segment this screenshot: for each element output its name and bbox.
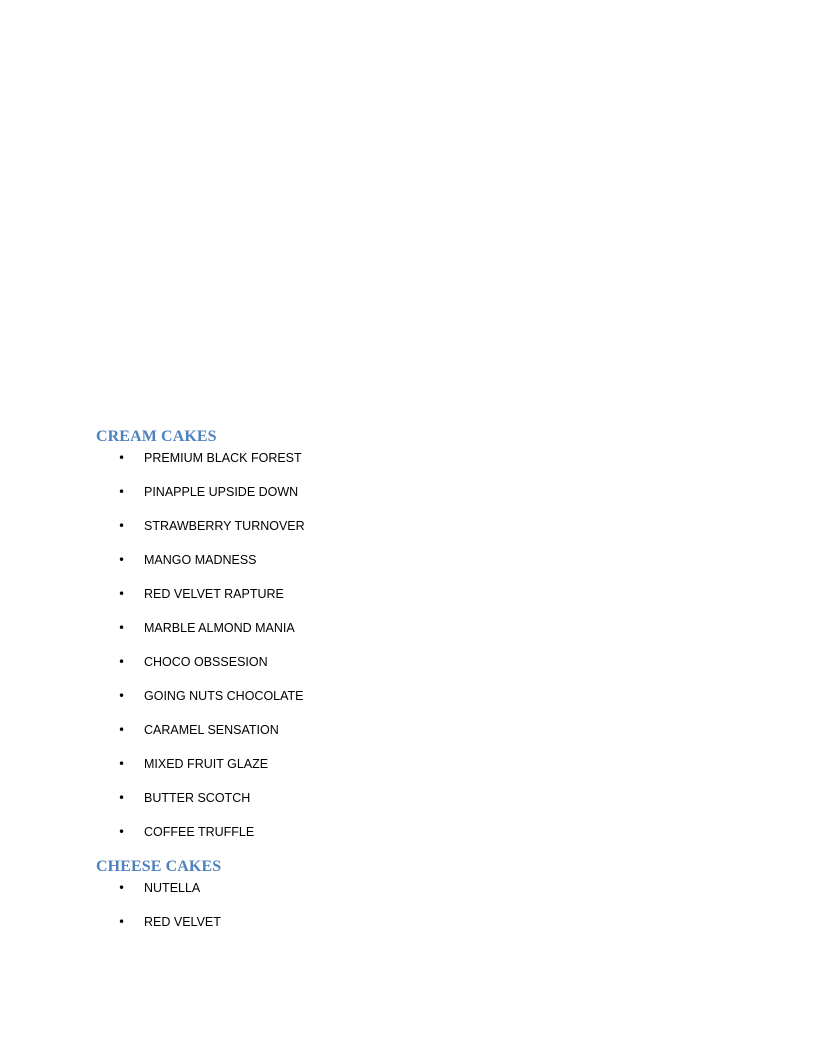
bullet-icon: •: [118, 519, 126, 533]
section-heading-cream-cakes: CREAM CAKES: [96, 428, 217, 445]
bullet-icon: •: [118, 915, 126, 929]
list-item-label: BUTTER SCOTCH: [144, 791, 251, 805]
bullet-icon: •: [118, 655, 126, 669]
list-item-label: STRAWBERRY TURNOVER: [144, 519, 305, 533]
cheese-cakes-list: [96, 877, 736, 945]
list-item-label: MANGO MADNESS: [144, 553, 257, 567]
list-item-label: CHOCO OBSSESION: [144, 655, 268, 669]
bullet-icon: •: [118, 485, 126, 499]
list-item-label: NUTELLA: [144, 881, 201, 895]
list-item: [96, 447, 736, 481]
bullet-icon: •: [118, 553, 126, 567]
bullet-icon: •: [118, 451, 126, 465]
list-item-label: RED VELVET RAPTURE: [144, 587, 284, 601]
list-item-label: CARAMEL SENSATION: [144, 723, 279, 737]
list-item-label: MARBLE ALMOND MANIA: [144, 621, 295, 635]
bullet-icon: •: [118, 587, 126, 601]
list-item: [96, 821, 736, 855]
list-item-label: PINAPPLE UPSIDE DOWN: [144, 485, 299, 499]
bullet-icon: •: [118, 791, 126, 805]
list-item: [96, 753, 736, 787]
bullet-icon: •: [118, 723, 126, 737]
list-item: [96, 719, 736, 753]
list-item: [96, 651, 736, 685]
list-item: [96, 911, 736, 945]
bullet-icon: •: [118, 881, 126, 895]
section-heading-cheese-cakes: CHEESE CAKES: [96, 858, 222, 875]
list-item: [96, 617, 736, 651]
list-item: [96, 515, 736, 549]
cheese-cakes-section: [96, 857, 736, 945]
list-item-label: GOING NUTS CHOCOLATE: [144, 689, 304, 703]
list-item: [96, 877, 736, 911]
cream-cakes-section: [96, 427, 736, 855]
list-item-label: MIXED FRUIT GLAZE: [144, 757, 269, 771]
list-item: [96, 787, 736, 821]
list-item-label: COFFEE TRUFFLE: [144, 825, 255, 839]
list-item-label: RED VELVET: [144, 915, 221, 929]
bullet-icon: •: [118, 757, 126, 771]
list-item: [96, 481, 736, 515]
bullet-icon: •: [118, 689, 126, 703]
list-item: [96, 685, 736, 719]
list-item: [96, 549, 736, 583]
list-item-label: PREMIUM BLACK FOREST: [144, 451, 302, 465]
bullet-icon: •: [118, 825, 126, 839]
cream-cakes-list: [96, 447, 736, 855]
list-item: [96, 583, 736, 617]
bullet-icon: •: [118, 621, 126, 635]
